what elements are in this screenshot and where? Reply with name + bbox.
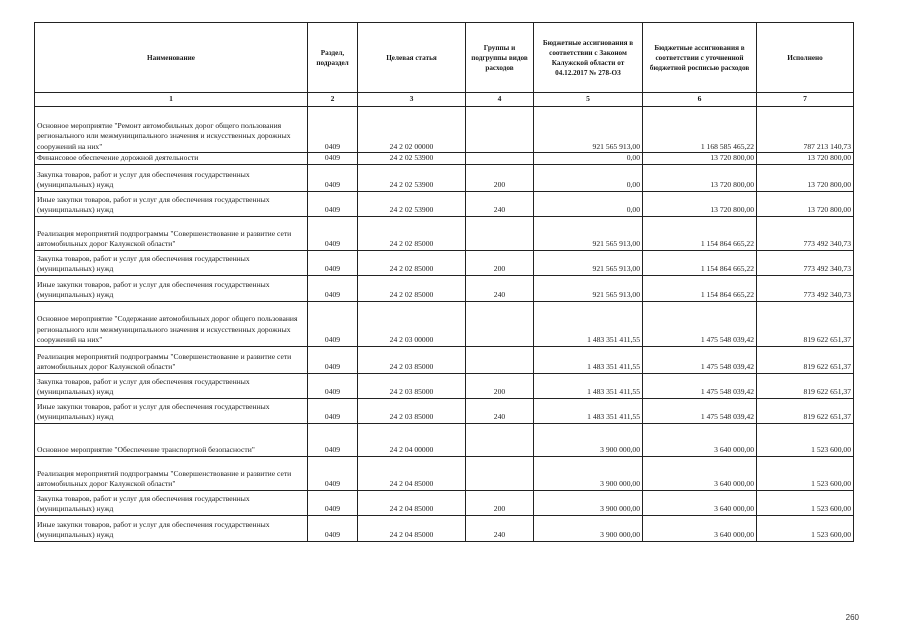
table-row bbox=[35, 153, 854, 165]
row-refined-amount: 1 475 548 039,42 bbox=[643, 398, 757, 423]
row-executed-amount: 773 492 340,73 bbox=[757, 275, 854, 301]
row-name: Финансовое обеспечение дорожной деятельности bbox=[35, 153, 308, 165]
row-refined-amount: 1 475 548 039,42 bbox=[643, 346, 757, 373]
row-refined-amount: 1 475 548 039,42 bbox=[643, 301, 757, 346]
row-executed-amount: 787 213 140,73 bbox=[757, 107, 854, 153]
row-refined-amount: 13 720 800,00 bbox=[643, 164, 757, 191]
row-executed-amount: 819 622 651,37 bbox=[757, 346, 854, 373]
table-row bbox=[35, 191, 854, 216]
row-target: 24 2 02 53900 bbox=[358, 153, 466, 165]
row-section: 0409 bbox=[308, 398, 358, 423]
row-refined-amount: 13 720 800,00 bbox=[643, 153, 757, 165]
row-group: 240 bbox=[466, 398, 534, 423]
row-target: 24 2 02 85000 bbox=[358, 216, 466, 250]
row-law-amount: 0,00 bbox=[534, 164, 643, 191]
row-target: 24 2 04 85000 bbox=[358, 490, 466, 515]
row-refined-amount: 1 154 864 665,22 bbox=[643, 216, 757, 250]
table-row bbox=[35, 250, 854, 275]
row-target: 24 2 04 85000 bbox=[358, 515, 466, 541]
row-law-amount: 0,00 bbox=[534, 153, 643, 165]
row-section: 0409 bbox=[308, 301, 358, 346]
row-target: 24 2 03 00000 bbox=[358, 301, 466, 346]
row-refined-amount: 1 154 864 665,22 bbox=[643, 275, 757, 301]
row-refined-amount: 13 720 800,00 bbox=[643, 191, 757, 216]
header-name: Наименование bbox=[35, 23, 308, 93]
table-row bbox=[35, 346, 854, 373]
row-executed-amount: 13 720 800,00 bbox=[757, 164, 854, 191]
row-name: Основное мероприятие "Обеспечение транспортной безопасности" bbox=[35, 423, 308, 456]
header-groups: Группы и подгруппы видов расходов bbox=[466, 23, 534, 93]
row-target: 24 2 04 00000 bbox=[358, 423, 466, 456]
row-executed-amount: 1 523 600,00 bbox=[757, 423, 854, 456]
column-number: 7 bbox=[757, 93, 854, 107]
row-group: 200 bbox=[466, 250, 534, 275]
column-number: 3 bbox=[358, 93, 466, 107]
row-section: 0409 bbox=[308, 490, 358, 515]
row-refined-amount: 3 640 000,00 bbox=[643, 456, 757, 490]
row-group: 200 bbox=[466, 373, 534, 398]
row-section: 0409 bbox=[308, 456, 358, 490]
row-refined-amount: 1 168 585 465,22 bbox=[643, 107, 757, 153]
row-target: 24 2 02 85000 bbox=[358, 250, 466, 275]
row-section: 0409 bbox=[308, 373, 358, 398]
row-group bbox=[466, 346, 534, 373]
row-section: 0409 bbox=[308, 107, 358, 153]
budget-table bbox=[34, 22, 854, 542]
row-executed-amount: 1 523 600,00 bbox=[757, 456, 854, 490]
row-name: Реализация мероприятий подпрограммы "Совершенствование и развитие сети автомобильных дорог Калужской области" bbox=[35, 456, 308, 490]
row-law-amount: 921 565 913,00 bbox=[534, 107, 643, 153]
row-target: 24 2 02 53900 bbox=[358, 164, 466, 191]
row-section: 0409 bbox=[308, 423, 358, 456]
row-executed-amount: 773 492 340,73 bbox=[757, 250, 854, 275]
row-law-amount: 1 483 351 411,55 bbox=[534, 301, 643, 346]
row-section: 0409 bbox=[308, 250, 358, 275]
row-name: Иные закупки товаров, работ и услуг для обеспечения государственных (муниципальных) нужд bbox=[35, 515, 308, 541]
column-number: 5 bbox=[534, 93, 643, 107]
row-law-amount: 3 900 000,00 bbox=[534, 423, 643, 456]
row-group: 200 bbox=[466, 164, 534, 191]
row-name: Реализация мероприятий подпрограммы "Совершенствование и развитие сети автомобильных дорог Калужской области" bbox=[35, 216, 308, 250]
row-section: 0409 bbox=[308, 346, 358, 373]
row-name: Закупка товаров, работ и услуг для обеспечения государственных (муниципальных) нужд bbox=[35, 250, 308, 275]
row-target: 24 2 02 85000 bbox=[358, 275, 466, 301]
row-name: Реализация мероприятий подпрограммы "Совершенствование и развитие сети автомобильных дорог Калужской области" bbox=[35, 346, 308, 373]
row-executed-amount: 819 622 651,37 bbox=[757, 301, 854, 346]
row-executed-amount: 13 720 800,00 bbox=[757, 191, 854, 216]
column-number: 6 bbox=[643, 93, 757, 107]
header-target: Целевая статья bbox=[358, 23, 466, 93]
table-row bbox=[35, 373, 854, 398]
row-group bbox=[466, 456, 534, 490]
row-name: Иные закупки товаров, работ и услуг для обеспечения государственных (муниципальных) нужд bbox=[35, 275, 308, 301]
table-row bbox=[35, 515, 854, 541]
row-law-amount: 3 900 000,00 bbox=[534, 490, 643, 515]
row-executed-amount: 1 523 600,00 bbox=[757, 490, 854, 515]
table-row bbox=[35, 275, 854, 301]
row-name: Закупка товаров, работ и услуг для обеспечения государственных (муниципальных) нужд bbox=[35, 490, 308, 515]
row-section: 0409 bbox=[308, 191, 358, 216]
row-name: Иные закупки товаров, работ и услуг для обеспечения государственных (муниципальных) нужд bbox=[35, 398, 308, 423]
row-group bbox=[466, 153, 534, 165]
row-refined-amount: 3 640 000,00 bbox=[643, 515, 757, 541]
row-executed-amount: 13 720 800,00 bbox=[757, 153, 854, 165]
row-refined-amount: 1 154 864 665,22 bbox=[643, 250, 757, 275]
row-group: 240 bbox=[466, 191, 534, 216]
row-executed-amount: 819 622 651,37 bbox=[757, 398, 854, 423]
page-number: 260 bbox=[845, 613, 859, 622]
row-executed-amount: 819 622 651,37 bbox=[757, 373, 854, 398]
table-row bbox=[35, 423, 854, 456]
row-law-amount: 0,00 bbox=[534, 191, 643, 216]
row-group bbox=[466, 301, 534, 346]
table-row bbox=[35, 398, 854, 423]
table-body bbox=[35, 107, 854, 542]
header-row bbox=[35, 23, 854, 93]
row-group: 240 bbox=[466, 515, 534, 541]
row-name: Основное мероприятие "Ремонт автомобильных дорог общего пользования регионального или межмуниципального значения и искусственных дорожных сооружений на них" bbox=[35, 107, 308, 153]
header-executed: Исполнено bbox=[757, 23, 854, 93]
row-target: 24 2 02 53900 bbox=[358, 191, 466, 216]
row-refined-amount: 3 640 000,00 bbox=[643, 423, 757, 456]
table-row bbox=[35, 164, 854, 191]
row-section: 0409 bbox=[308, 275, 358, 301]
header-section: Раздел, подраздел bbox=[308, 23, 358, 93]
table-row bbox=[35, 456, 854, 490]
row-name: Закупка товаров, работ и услуг для обеспечения государственных (муниципальных) нужд bbox=[35, 373, 308, 398]
table-row bbox=[35, 301, 854, 346]
header-refined: Бюджетные ассигнования в соответствии с уточненной бюджетной росписью расходов bbox=[643, 23, 757, 93]
row-target: 24 2 03 85000 bbox=[358, 398, 466, 423]
row-law-amount: 3 900 000,00 bbox=[534, 515, 643, 541]
row-refined-amount: 1 475 548 039,42 bbox=[643, 373, 757, 398]
row-group bbox=[466, 107, 534, 153]
header-law: Бюджетные ассигнования в соответствии с Законом Калужской области от 04.12.2017 № 278-ОЗ bbox=[534, 23, 643, 93]
row-section: 0409 bbox=[308, 164, 358, 191]
row-group bbox=[466, 423, 534, 456]
column-number-row bbox=[35, 93, 854, 107]
column-number: 1 bbox=[35, 93, 308, 107]
row-section: 0409 bbox=[308, 153, 358, 165]
row-law-amount: 1 483 351 411,55 bbox=[534, 398, 643, 423]
row-target: 24 2 04 85000 bbox=[358, 456, 466, 490]
row-target: 24 2 03 85000 bbox=[358, 346, 466, 373]
row-law-amount: 921 565 913,00 bbox=[534, 275, 643, 301]
row-section: 0409 bbox=[308, 515, 358, 541]
row-refined-amount: 3 640 000,00 bbox=[643, 490, 757, 515]
row-law-amount: 1 483 351 411,55 bbox=[534, 373, 643, 398]
row-law-amount: 921 565 913,00 bbox=[534, 216, 643, 250]
row-law-amount: 3 900 000,00 bbox=[534, 456, 643, 490]
row-name: Иные закупки товаров, работ и услуг для обеспечения государственных (муниципальных) нужд bbox=[35, 191, 308, 216]
column-number: 4 bbox=[466, 93, 534, 107]
table-row bbox=[35, 490, 854, 515]
row-group: 200 bbox=[466, 490, 534, 515]
row-group: 240 bbox=[466, 275, 534, 301]
row-target: 24 2 03 85000 bbox=[358, 373, 466, 398]
row-executed-amount: 773 492 340,73 bbox=[757, 216, 854, 250]
row-executed-amount: 1 523 600,00 bbox=[757, 515, 854, 541]
row-group bbox=[466, 216, 534, 250]
table-row bbox=[35, 216, 854, 250]
row-section: 0409 bbox=[308, 216, 358, 250]
row-law-amount: 1 483 351 411,55 bbox=[534, 346, 643, 373]
table-row bbox=[35, 107, 854, 153]
row-law-amount: 921 565 913,00 bbox=[534, 250, 643, 275]
row-name: Закупка товаров, работ и услуг для обеспечения государственных (муниципальных) нужд bbox=[35, 164, 308, 191]
row-name: Основное мероприятие "Содержание автомобильных дорог общего пользования регионального или межмуниципального значения и искусственных дорожных сооружений на них" bbox=[35, 301, 308, 346]
column-number: 2 bbox=[308, 93, 358, 107]
row-target: 24 2 02 00000 bbox=[358, 107, 466, 153]
